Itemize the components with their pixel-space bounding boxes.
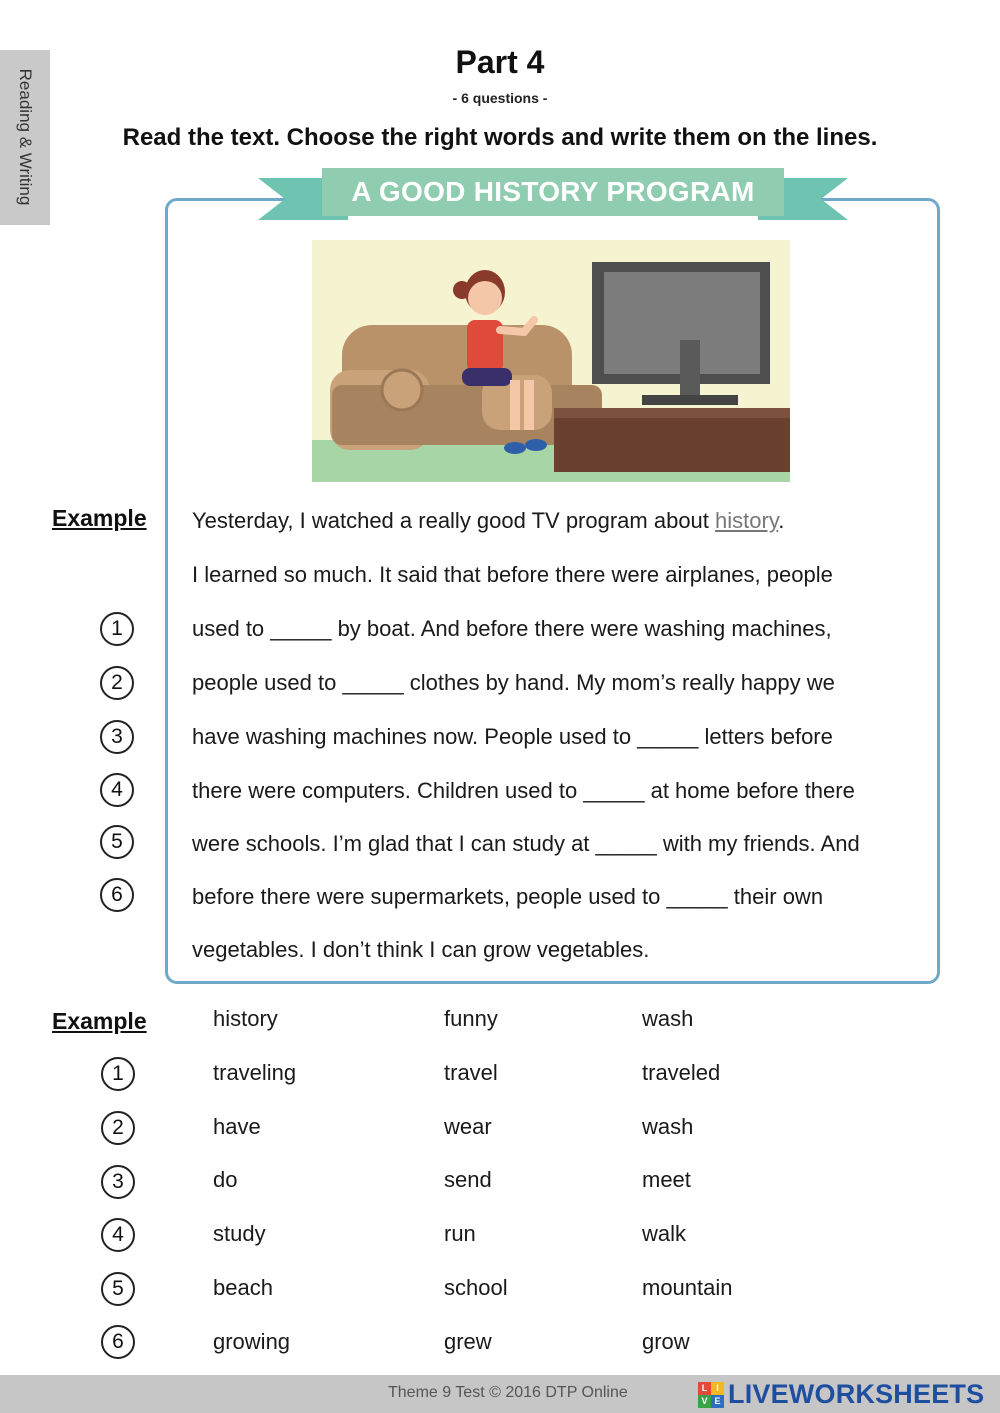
answer-option[interactable]: walk	[642, 1221, 687, 1246]
story-line: I learned so much. It said that before there were airplanes, people	[192, 562, 833, 587]
page-subtitle: - 6 questions -	[452, 90, 548, 106]
footer-credit: Theme 9 Test © 2016 DTP Online	[388, 1384, 628, 1401]
answer-option[interactable]: send	[444, 1167, 492, 1192]
story-question-number: 1	[100, 612, 134, 646]
logo-letter: I	[711, 1382, 724, 1395]
answer-option[interactable]: study	[213, 1221, 266, 1246]
option-number: 4	[101, 1218, 135, 1252]
story-line: used to _____ by boat. And before there were washing machines,	[192, 616, 832, 641]
example-answer: history	[715, 508, 779, 533]
story-line: vegetables. I don’t think I can grow vegetables.	[192, 937, 650, 962]
example-text-before: Yesterday, I watched a really good TV program about	[192, 508, 716, 533]
answer-option[interactable]: wash	[642, 1114, 694, 1139]
story-question-number: 4	[100, 773, 134, 807]
story-line: there were computers. Children used to _____ at home before there	[192, 778, 855, 803]
example-text-after: .	[778, 508, 785, 533]
answer-option[interactable]: beach	[213, 1275, 273, 1300]
girl-watching-tv-illustration	[312, 240, 790, 482]
answer-option[interactable]: grow	[642, 1329, 690, 1354]
example-option: history	[213, 1006, 278, 1031]
footer	[0, 1375, 1000, 1413]
logo-letter: E	[711, 1395, 724, 1408]
story-example-line	[192, 508, 784, 534]
story-title-ribbon	[258, 168, 848, 222]
answer-option[interactable]: do	[213, 1167, 238, 1192]
story-line: have washing machines now. People used to _____ letters before	[192, 724, 833, 749]
option-number: 1	[101, 1057, 135, 1091]
answer-option[interactable]: run	[444, 1221, 476, 1246]
option-number: 6	[101, 1325, 135, 1359]
answer-option[interactable]: wear	[444, 1114, 492, 1139]
story-title: A GOOD HISTORY PROGRAM	[322, 168, 784, 216]
story-line: people used to _____ clothes by hand. My mom’s really happy we	[192, 670, 835, 695]
instructions: Read the text. Choose the right words and write them on the lines.	[122, 124, 878, 151]
answer-option[interactable]: mountain	[642, 1275, 733, 1300]
answer-option[interactable]: travel	[444, 1060, 498, 1085]
page-title: Part 4	[455, 44, 545, 80]
option-number: 3	[101, 1165, 135, 1199]
answer-option[interactable]: traveled	[642, 1060, 721, 1085]
story-question-number: 5	[100, 825, 134, 859]
option-number: 2	[101, 1111, 135, 1145]
logo-letter: V	[698, 1395, 711, 1408]
story-example-label: Example	[52, 505, 147, 531]
options-example-label: Example	[52, 1008, 147, 1034]
example-option: wash	[642, 1006, 694, 1031]
story-line: before there were supermarkets, people used to _____ their own	[192, 884, 824, 909]
logo-letter: L	[698, 1382, 711, 1395]
answer-option[interactable]: have	[213, 1114, 261, 1139]
answer-option[interactable]: grew	[444, 1329, 492, 1354]
example-option: funny	[444, 1006, 498, 1031]
option-number: 5	[101, 1272, 135, 1306]
liveworksheets-logo-icon	[698, 1382, 724, 1408]
answer-option[interactable]: traveling	[213, 1060, 297, 1085]
story-question-number: 3	[100, 720, 134, 754]
story-question-number: 6	[100, 878, 134, 912]
liveworksheets-brand[interactable]	[698, 1379, 984, 1410]
brand-name: LIVEWORKSHEETS	[728, 1379, 985, 1409]
side-tab-label: Reading & Writing	[16, 68, 35, 206]
story-line: were schools. I’m glad that I can study at _____ with my friends. And	[192, 831, 860, 856]
answer-option[interactable]: growing	[213, 1329, 291, 1354]
story-question-number: 2	[100, 666, 134, 700]
answer-option[interactable]: meet	[642, 1167, 691, 1192]
answer-option[interactable]: school	[444, 1275, 508, 1300]
